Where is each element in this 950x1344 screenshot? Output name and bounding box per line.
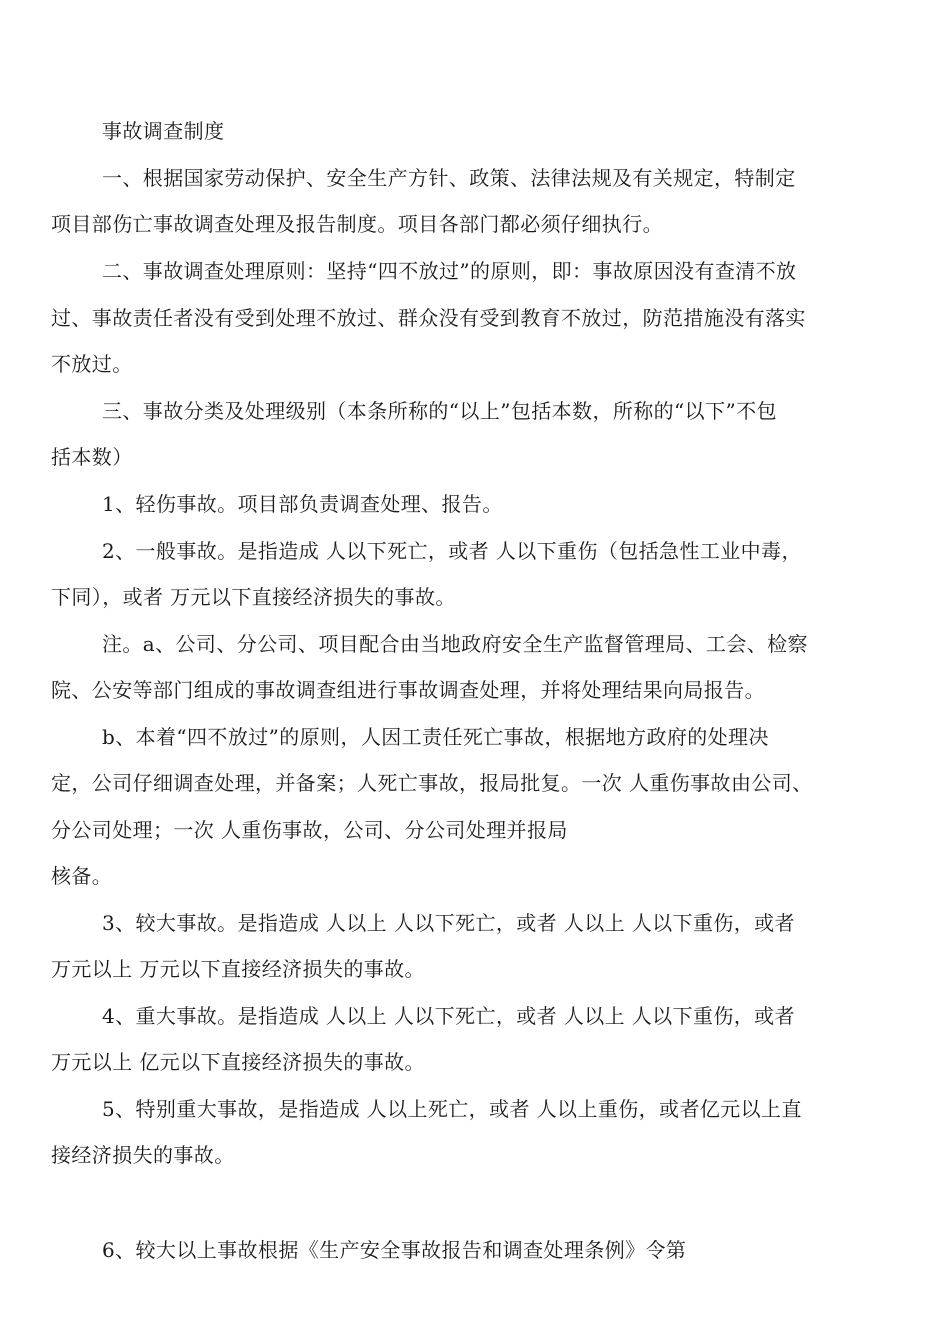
- paragraph-line: 接经济损失的事故。: [51, 1143, 235, 1167]
- paragraph-line: 注。a、公司、分公司、项目配合由当地政府安全生产监督管理局、工会、检察: [102, 632, 808, 656]
- paragraph-line: 万元以上 万元以下直接经济损失的事故。: [51, 957, 425, 981]
- paragraph-line: 1、轻伤事故。项目部负责调查处理、报告。: [102, 492, 503, 516]
- paragraph-line: 万元以上 亿元以下直接经济损失的事故。: [51, 1050, 425, 1074]
- paragraph-line: 分公司处理；一次 人重伤事故，公司、分公司处理并报局: [51, 818, 568, 842]
- document-title: 事故调查制度: [102, 119, 225, 143]
- paragraph-line: 二、事故调查处理原则：坚持“四不放过”的原则，即：事故原因没有查清不放: [102, 259, 797, 283]
- paragraph-line: 过、事故责任者没有受到处理不放过、群众没有受到教育不放过，防范措施没有落实: [51, 306, 806, 330]
- paragraph-line: 3、较大事故。是指造成 人以上 人以下死亡，或者 人以上 人以下重伤，或者: [102, 911, 795, 935]
- paragraph-line: 项目部伤亡事故调查处理及报告制度。项目各部门都必须仔细执行。: [51, 212, 663, 236]
- paragraph-line: 定，公司仔细调查处理，并备案；人死亡事故，报局批复。一次 人重伤事故由公司、: [51, 771, 813, 795]
- paragraph-line: 院、公安等部门组成的事故调查组进行事故调查处理，并将处理结果向局报告。: [51, 678, 765, 702]
- paragraph-line: b、本着“四不放过”的原则，人因工责任死亡事故，根据地方政府的处理决: [102, 725, 769, 749]
- paragraph-line: 三、事故分类及处理级别（本条所称的“以上”包括本数，所称的“以下”不包: [102, 399, 777, 423]
- paragraph-line: 一、根据国家劳动保护、安全生产方针、政策、法律法规及有关规定，特制定: [102, 166, 796, 190]
- paragraph-line: 核备。: [51, 864, 113, 888]
- paragraph-line: 下同），或者 万元以下直接经济损失的事故。: [51, 585, 456, 609]
- paragraph-line: 括本数）: [51, 445, 133, 469]
- paragraph-line: 5、特别重大事故，是指造成 人以上死亡，或者 人以上重伤，或者亿元以上直: [102, 1097, 802, 1121]
- paragraph-line: 6、较大以上事故根据《生产安全事故报告和调查处理条例》令第: [102, 1238, 687, 1262]
- paragraph-line: 4、重大事故。是指造成 人以上 人以下死亡，或者 人以上 人以下重伤，或者: [102, 1004, 795, 1028]
- paragraph-line: 不放过。: [51, 352, 133, 376]
- paragraph-line: 2、一般事故。是指造成 人以下死亡，或者 人以下重伤（包括急性工业中毒，: [102, 539, 802, 563]
